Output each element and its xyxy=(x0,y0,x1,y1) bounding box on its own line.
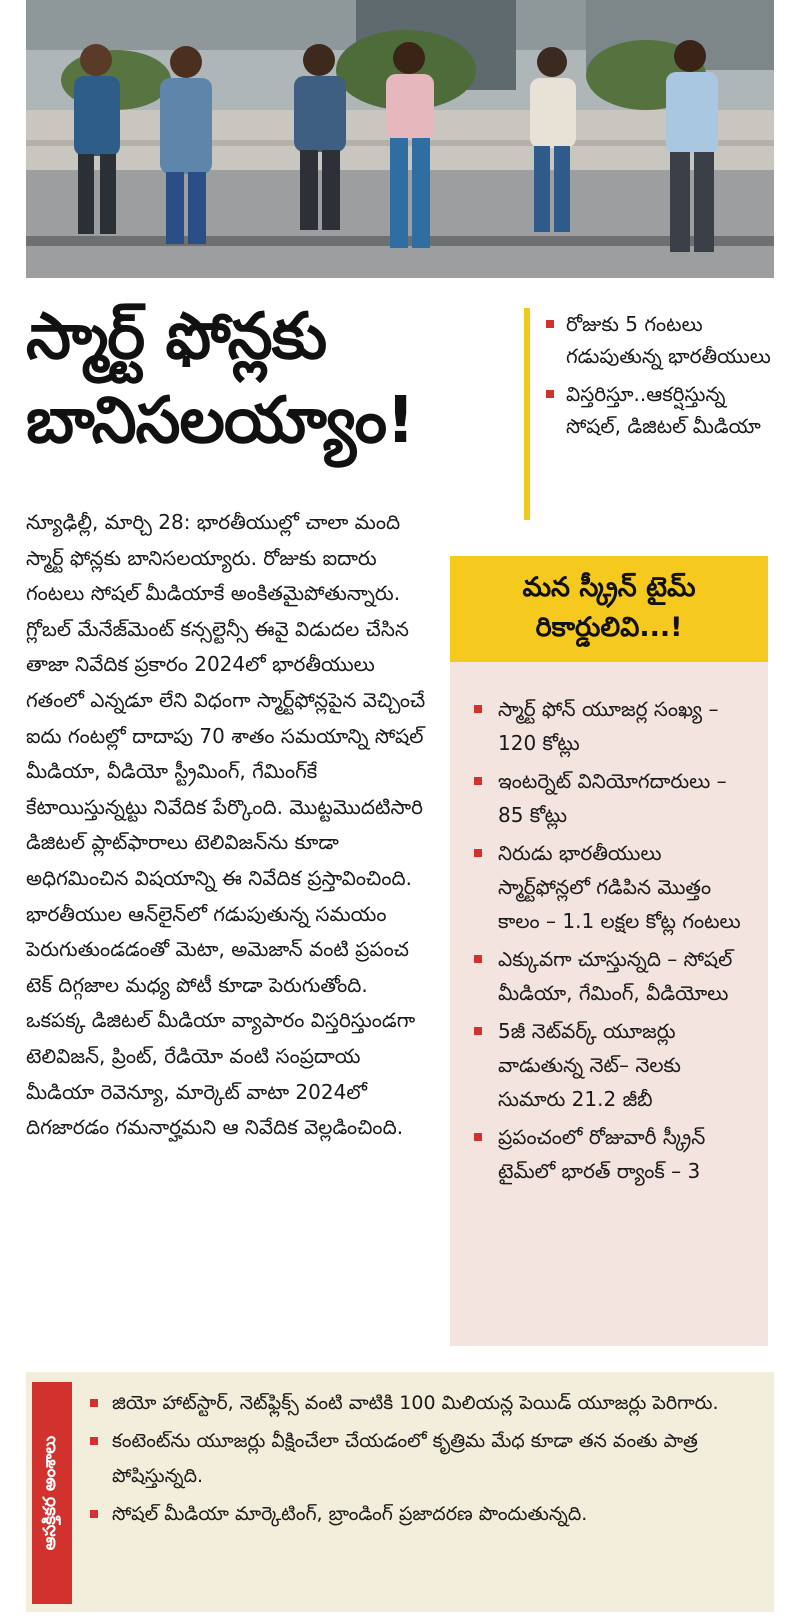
square-bullet-icon xyxy=(90,1437,98,1445)
stat-item xyxy=(470,1120,754,1188)
stats-box xyxy=(450,662,768,1346)
stat-text: 5జీ నెట్‌వర్క్ యూజర్లు వాడుతున్న నెట్– నెలకు సుమారు 21.2 జీబీ xyxy=(498,1019,681,1111)
highlight-text: రోజుకు 5 గంటలు గడుపుతున్న భారతీయులు xyxy=(566,312,771,368)
side-highlights xyxy=(524,308,774,520)
square-bullet-icon xyxy=(474,1133,482,1141)
stat-text: నిరుడు భారతీయులు స్మార్ట్‌ఫోన్లలో గడిపిన మొత్తం కాలం – 1.1 లక్షల కోట్ల గంటలు xyxy=(498,841,741,933)
stat-text: ఎక్కువగా చూస్తున్నది – సోషల్ మీడియా, గేమింగ్, వీడియోలు xyxy=(498,947,733,1005)
square-bullet-icon xyxy=(474,955,482,963)
fact-item xyxy=(86,1424,766,1494)
square-bullet-icon xyxy=(474,777,482,785)
stat-item xyxy=(470,836,754,938)
highlight-text: విస్తరిస్తూ..ఆకర్షిస్తున్న సోషల్, డిజిటల్ మీడియా xyxy=(566,382,761,438)
square-bullet-icon xyxy=(474,1027,482,1035)
square-bullet-icon xyxy=(474,705,482,713)
fact-text: సోషల్ మీడియా మార్కెటింగ్, బ్రాండింగ్ ప్రజాదరణ పొందుతున్నది. xyxy=(112,1503,588,1525)
article-body: న్యూఢిల్లీ, మార్చి 28: భారతీయుల్లో చాలా మంది స్మార్ట్ ఫోన్లకు బానిసలయ్యారు. రోజుకు ఐదారు గంటలు సోషల్ మీడియాకే అంకితమైపోతున్నారు. గ్లోబల్ మేనేజ్‌మెంట్ కన్సల్టెన్సీ ఈవై విడుదల చేసిన తాజా నివేదిక ప్రకారం 2024లో భారతీయులు గతంలో ఎన్నడూ లేని విధంగా స్మార్ట్‌ఫోన్లపైన వెచ్చించే ఐదు గంటల్లో దాదాపు 70 శాతం సమయాన్ని సోషల్ మీడియా, వీడియో స్ట్రీమింగ్, గేమింగ్‌కే కేటాయిస్తున్నట్టు నివేదిక పేర్కొంది. మొట్టమొదటిసారి డిజిటల్ ప్లాట్‌ఫారాలు టెలివిజన్‌ను కూడా అధిగమించిన విషయాన్ని ఈ నివేదిక ప్రస్తావించింది. భారతీయుల ఆన్‌లైన్‌లో గడుపుతున్న సమయం పెరుగుతుండడంతో మెటా, అమెజాన్ వంటి ప్రపంచ టెక్ దిగ్గజాల మధ్య పోటీ కూడా పెరుగుతోంది. ఒకపక్క డిజిటల్ మీడియా వ్యాపారం విస్తరిస్తుండగా టెలివిజన్, ప్రింట్, రేడియో వంటి సంప్రదాయ మీడియా రెవెన్యూ, మార్కెట్ వాటా 2024లో దిగజారడం గమనార్హమని ఆ నివేదిక వెల్లడించింది. xyxy=(26,510,426,1140)
square-bullet-icon xyxy=(474,849,482,857)
highlight-item xyxy=(544,378,774,442)
headline-line-2: బానిసలయ్యాం! xyxy=(26,384,415,458)
stat-item xyxy=(470,764,754,832)
article-photo xyxy=(26,0,774,278)
stat-item xyxy=(470,692,754,760)
fact-item xyxy=(86,1497,766,1532)
fact-item xyxy=(86,1386,766,1421)
fact-text: జియో హాట్‌స్టార్, నెట్‌ఫ్లిక్స్ వంటి వాటికి 100 మిలియన్ల పెయిడ్ యూజర్లు పెరిగారు. xyxy=(112,1392,719,1414)
headline xyxy=(26,295,516,463)
stat-text: ప్రపంచంలో రోజువారీ స్క్రీన్ టైమ్‌లో భారత్ ర్యాంక్ – 3 xyxy=(498,1125,706,1183)
facts-list xyxy=(86,1386,766,1535)
facts-label-text: ఆసక్తికర అంశాలు xyxy=(40,1435,60,1551)
stat-text: ఇంటర్నెట్ వినియోగదారులు – 85 కోట్లు xyxy=(498,769,727,827)
square-bullet-icon xyxy=(546,320,554,328)
square-bullet-icon xyxy=(90,1399,98,1407)
facts-label xyxy=(32,1382,72,1604)
stat-text: స్మార్ట్ ఫోన్ యూజర్ల సంఖ్య – 120 కోట్లు xyxy=(498,697,719,755)
stats-title: మన స్క్రీన్ టైమ్ రికార్డులివి...! xyxy=(450,556,768,662)
stat-item xyxy=(470,1014,754,1116)
square-bullet-icon xyxy=(546,390,554,398)
headline-line-1: స్మార్ట్ ఫోన్లకు xyxy=(26,300,327,374)
stat-item xyxy=(470,942,754,1010)
square-bullet-icon xyxy=(90,1510,98,1518)
interesting-facts xyxy=(26,1372,774,1612)
fact-text: కంటెంట్‌ను యూజర్లు వీక్షించేలా చేయడంలో కృత్రిమ మేధ కూడా తన వంతు పాత్ర పోషిస్తున్నది. xyxy=(112,1430,698,1487)
highlight-item xyxy=(544,308,774,372)
